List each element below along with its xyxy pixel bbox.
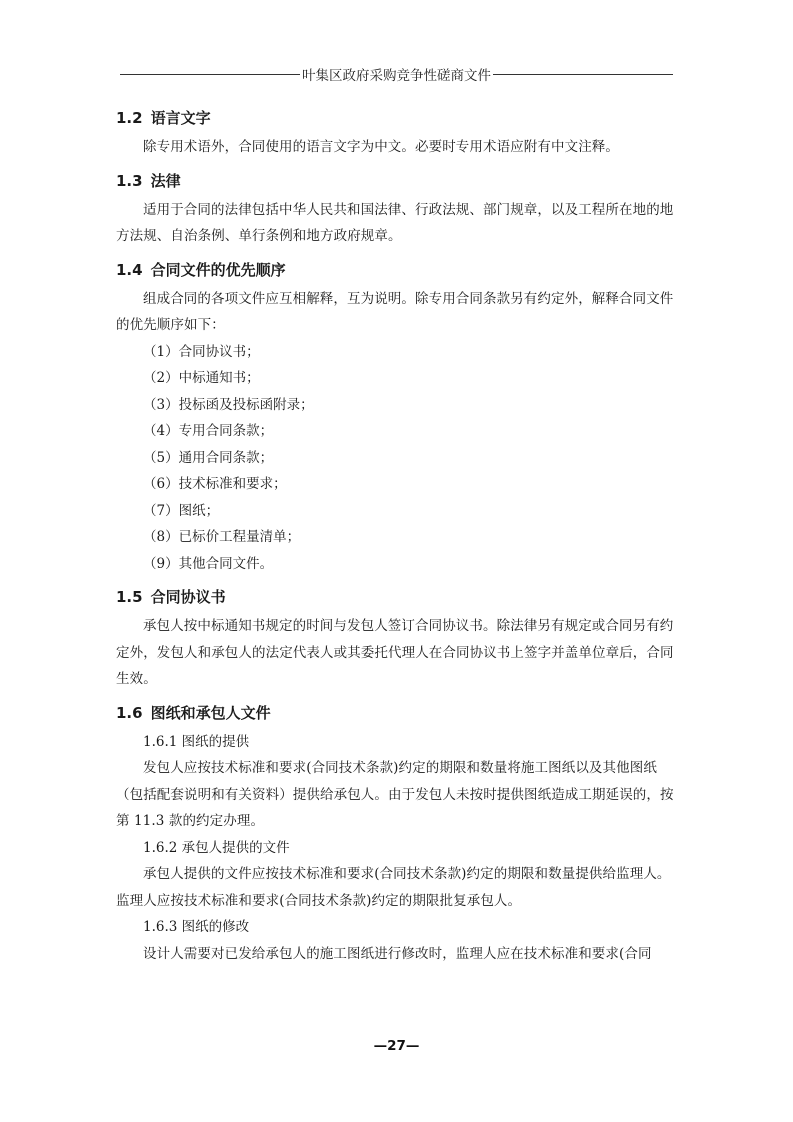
section-title: 合同协议书 <box>150 588 226 606</box>
paragraph: 设计人需要对已发给承包人的施工图纸进行修改时，监理人应在技术标准和要求(合同 <box>143 945 652 962</box>
list-item: （7）图纸； <box>143 502 220 519</box>
list-item: （3）投标函及投标函附录； <box>143 396 314 413</box>
paragraph: 承包人提供的文件应按技术标准和要求(合同技术条款)约定的期限和数量提供给监理人。监理人应按技术标准和要求(合同技术条款)约定的期限批复承包人。 <box>116 866 671 909</box>
list-item: （5）通用合同条款； <box>143 449 274 466</box>
section-number: 1.2 <box>116 109 143 127</box>
subsection-heading-1-6-3: 1.6.3 图纸的修改 <box>143 919 250 935</box>
section-title: 图纸和承包人文件 <box>150 703 271 722</box>
page-header <box>120 64 673 84</box>
section-number: 1.5 <box>116 588 143 606</box>
list-item: （9）其他合同文件。 <box>143 555 274 572</box>
section-heading-1-2 <box>116 103 676 134</box>
section-number: 1.4 <box>116 260 143 279</box>
header-rule-right <box>493 74 673 75</box>
list-item: （6）技术标准和要求； <box>143 476 287 492</box>
list-item: （1）合同协议书； <box>143 343 260 360</box>
section-heading-1-5 <box>116 582 676 613</box>
header-title: 叶集区政府采购竞争性磋商文件 <box>302 68 491 84</box>
page-number: —27— <box>373 1038 420 1054</box>
paragraph: 承包人按中标通知书规定的时间与发包人签订合同协议书。除法律另有规定或合同另有约定外，发包人和承包人的法定代表人或其委托代理人在合同协议书上签字并盖单位章后，合同生效。 <box>116 618 674 687</box>
paragraph: 发包人应按技术标准和要求(合同技术条款)约定的期限和数量将施工图纸以及其他图纸（包括配套说明和有关资料）提供给承包人。由于发包人未按时提供图纸造成工期延误的，按第 11.3 款的约定办理。 <box>116 760 674 829</box>
paragraph: 组成合同的各项文件应互相解释，互为说明。除专用合同条款另有约定外，解释合同文件的优先顺序如下： <box>116 290 674 333</box>
list-item: （8）已标价工程量清单； <box>143 529 301 545</box>
section-title: 语言文字 <box>150 109 211 127</box>
paragraph: 除专用术语外，合同使用的语言文字为中文。必要时专用术语应附有中文注释。 <box>143 139 619 155</box>
section-title: 合同文件的优先顺序 <box>150 260 286 279</box>
subsection-heading-1-6-1: 1.6.1 图纸的提供 <box>143 733 250 750</box>
section-title: 法律 <box>150 171 181 190</box>
paragraph: 适用于合同的法律包括中华人民共和国法律、行政法规、部门规章，以及工程所在地的地方法规、自治条例、单行条例和地方政府规章。 <box>116 201 674 244</box>
page-body <box>116 103 676 967</box>
section-number: 1.3 <box>116 171 143 190</box>
subsection-heading-1-6-2: 1.6.2 承包人提供的文件 <box>143 839 290 856</box>
section-number: 1.6 <box>116 703 143 722</box>
section-heading-1-6 <box>116 698 676 729</box>
header-rule-left <box>120 74 300 75</box>
list-item: （2）中标通知书； <box>143 370 260 386</box>
section-heading-1-3 <box>116 166 676 197</box>
list-item: （4）专用合同条款； <box>143 423 274 439</box>
section-heading-1-4 <box>116 255 676 286</box>
